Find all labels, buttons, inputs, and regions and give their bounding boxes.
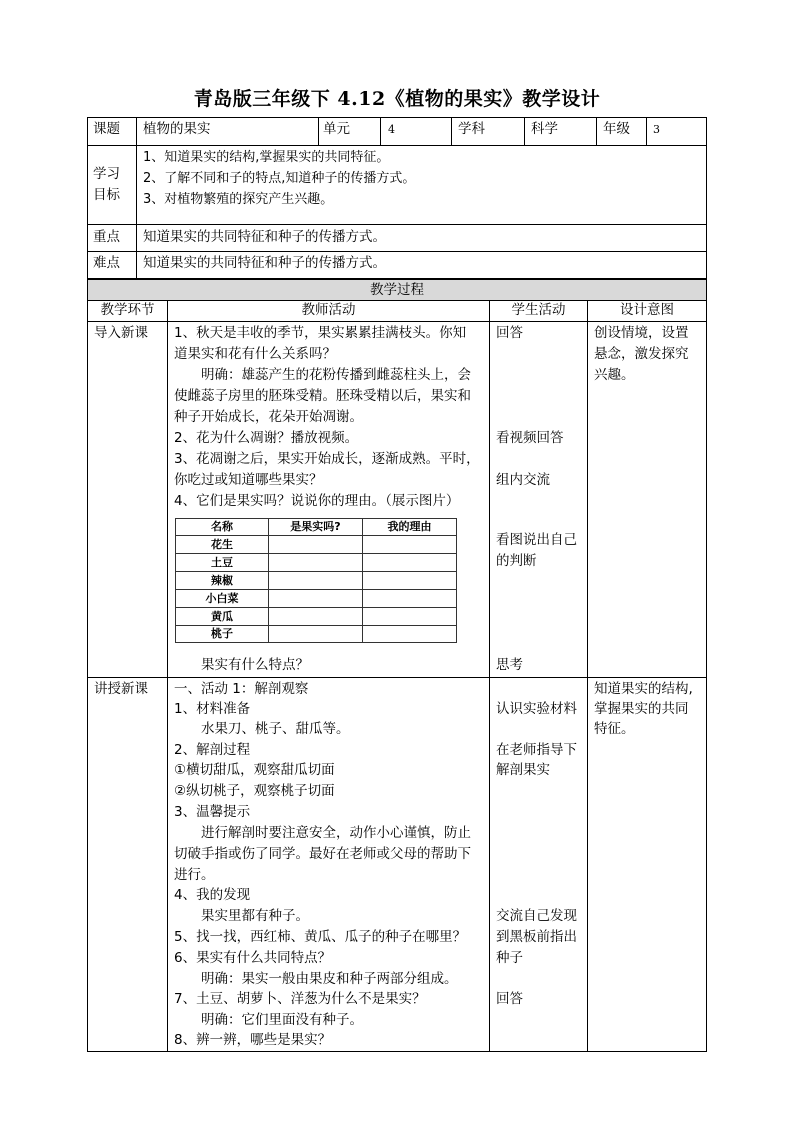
section1-teacher-line: 2、花为什么凋谢？播放视频。 bbox=[174, 430, 359, 446]
topic-value: 植物的果实 bbox=[143, 121, 211, 137]
table-border-right bbox=[706, 117, 707, 1052]
table-border-top bbox=[87, 117, 707, 118]
col-divider bbox=[167, 300, 168, 1052]
section1-teacher-line: 明确：雄蕊产生的花粉传播到雌蕊柱头上，会 bbox=[174, 367, 471, 383]
col-divider bbox=[451, 117, 452, 145]
section2-teacher-line: 5、找一找，西红柿、黄瓜、瓜子的种子在哪里？ bbox=[174, 929, 467, 945]
goals-label-line2: 目标 bbox=[93, 187, 120, 203]
section2-teacher-line: ①横切甜瓜，观察甜瓜切面 bbox=[174, 762, 335, 778]
section2-teacher-line: 7、土豆、胡萝卜、洋葱为什么不是果实？ bbox=[174, 991, 426, 1007]
row-divider bbox=[87, 251, 707, 252]
section2-student: 交流自己发现 bbox=[496, 908, 577, 924]
grade-label: 年级 bbox=[603, 121, 630, 137]
section1-student: 看视频回答 bbox=[496, 430, 564, 446]
section2-student: 认识实验材料 bbox=[496, 701, 577, 717]
col-header-student: 学生活动 bbox=[511, 302, 566, 318]
section2-student: 种子 bbox=[496, 950, 523, 966]
section2-teacher-line: 进行解剖时要注意安全，动作小心谨慎，防止 bbox=[174, 825, 471, 841]
section2-teacher-line: 进行。 bbox=[174, 867, 215, 883]
col-divider bbox=[136, 117, 137, 279]
col-header-teacher: 教师活动 bbox=[301, 302, 356, 318]
section1-student: 组内交流 bbox=[496, 472, 550, 488]
table-row-item: 小白菜 bbox=[205, 592, 239, 605]
topic-label: 课题 bbox=[93, 121, 120, 137]
section1-student: 回答 bbox=[496, 325, 523, 341]
section1-design: 悬念，激发探究 bbox=[594, 346, 689, 362]
col-divider bbox=[489, 300, 490, 1052]
key-point-value: 知道果实的共同特征和种子的传播方式。 bbox=[143, 229, 386, 245]
section2-student: 回答 bbox=[496, 991, 523, 1007]
section1-teacher-line: 使雌蕊子房里的胚珠受精。胚珠受精以后，果实和 bbox=[174, 388, 471, 404]
section2-teacher-line: 明确：果实一般由果皮和种子两部分组成。 bbox=[174, 971, 458, 987]
row-divider bbox=[87, 145, 707, 146]
section2-student: 解剖果实 bbox=[496, 762, 550, 778]
section2-teacher-line: 8、辨一辨，哪些是果实？ bbox=[174, 1032, 332, 1048]
section1-teacher-line: 3、花凋谢之后，果实开始成长，逐渐成熟。平时， bbox=[174, 451, 480, 467]
unit-value: 4 bbox=[388, 123, 395, 136]
subject-label: 学科 bbox=[458, 121, 485, 137]
section1-student: 思考 bbox=[496, 657, 523, 673]
unit-label: 单元 bbox=[323, 121, 350, 137]
section1-design: 创设情境，设置 bbox=[594, 325, 689, 341]
page-title: 青岛版三年级下 4.12《植物的果实》教学设计 bbox=[193, 88, 601, 110]
table-header-name: 名称 bbox=[211, 520, 233, 533]
section2-student: 到黑板前指出 bbox=[496, 929, 577, 945]
section2-teacher-line: 水果刀、桃子、甜瓜等。 bbox=[174, 721, 350, 737]
section2-design: 特征。 bbox=[594, 721, 635, 737]
section1-teacher-line: 你吃过或知道哪些果实？ bbox=[174, 472, 323, 488]
col-header-stage: 教学环节 bbox=[100, 302, 155, 318]
section2-teacher-line: 2、解剖过程 bbox=[174, 742, 251, 758]
subject-value: 科学 bbox=[531, 121, 558, 137]
table-header-reason: 我的理由 bbox=[387, 520, 432, 533]
section1-closing-question: 果实有什么特点？ bbox=[174, 657, 309, 673]
key-point-label: 重点 bbox=[93, 229, 120, 245]
section2-teacher-line: 果实里都有种子。 bbox=[174, 908, 309, 924]
col-divider bbox=[587, 300, 588, 1052]
section2-design: 掌握果实的共同 bbox=[594, 701, 689, 717]
section2-teacher-line: ②纵切桃子，观察桃子切面 bbox=[174, 783, 335, 799]
difficulty-label: 难点 bbox=[93, 255, 120, 271]
col-divider bbox=[524, 117, 525, 145]
difficulty-value: 知道果实的共同特征和种子的传播方式。 bbox=[143, 255, 386, 271]
table-row-item: 土豆 bbox=[211, 556, 233, 569]
table-row-item: 黄瓜 bbox=[211, 610, 233, 623]
section2-teacher-line: 3、温馨提示 bbox=[174, 804, 251, 820]
section2-teacher-line: 1、材料准备 bbox=[174, 701, 251, 717]
goal-item: 2、了解不同和子的特点,知道种子的传播方式。 bbox=[143, 171, 416, 186]
section2-teacher-line: 一、活动 1：解剖观察 bbox=[174, 681, 309, 697]
fruit-judgement-table bbox=[175, 518, 457, 643]
table-border-bottom bbox=[87, 1051, 707, 1052]
col-divider bbox=[596, 117, 597, 145]
section2-teacher-line: 明确：它们里面没有种子。 bbox=[174, 1012, 363, 1028]
section1-teacher-line: 种子开始成长，花朵开始凋谢。 bbox=[174, 409, 363, 425]
section1-teacher-line: 4、它们是果实吗？说说你的理由。（展示图片） bbox=[174, 493, 460, 509]
table-row-item: 辣椒 bbox=[211, 574, 233, 587]
col-divider bbox=[380, 117, 381, 145]
col-divider bbox=[318, 117, 319, 145]
section2-design: 知道果实的结构, bbox=[594, 681, 693, 697]
table-header-is-fruit: 是果实吗? bbox=[290, 520, 341, 533]
row-divider bbox=[87, 224, 707, 225]
section1-stage: 导入新课 bbox=[94, 325, 148, 341]
row-divider bbox=[87, 677, 707, 678]
table-row-item: 花生 bbox=[211, 538, 233, 551]
table-border-left bbox=[87, 117, 88, 1052]
goal-item: 1、知道果实的结构,掌握果实的共同特征。 bbox=[143, 150, 390, 165]
section1-student: 看图说出自己 bbox=[496, 532, 577, 548]
col-header-design: 设计意图 bbox=[620, 302, 674, 318]
section2-teacher-line: 4、我的发现 bbox=[174, 887, 251, 903]
section1-student: 的判断 bbox=[496, 553, 537, 569]
goal-item: 3、对植物繁殖的探究产生兴趣。 bbox=[143, 192, 334, 207]
row-divider bbox=[87, 321, 707, 322]
section2-teacher-line: 切破手指或伤了同学。最好在老师或父母的帮助下 bbox=[174, 846, 471, 862]
section2-teacher-line: 6、果实有什么共同特点？ bbox=[174, 950, 332, 966]
section2-stage: 讲授新课 bbox=[94, 681, 148, 697]
col-divider bbox=[646, 117, 647, 145]
goals-label-line1: 学习 bbox=[93, 166, 120, 182]
table-row-item: 桃子 bbox=[211, 627, 233, 640]
process-title: 教学过程 bbox=[370, 282, 424, 298]
section1-design: 兴趣。 bbox=[594, 367, 635, 383]
section1-teacher-line: 道果实和花有什么关系吗？ bbox=[174, 346, 336, 362]
section1-teacher-line: 1、秋天是丰收的季节，果实累累挂满枝头。你知 bbox=[174, 325, 467, 341]
section2-student: 在老师指导下 bbox=[496, 742, 577, 758]
grade-value: 3 bbox=[653, 123, 660, 136]
